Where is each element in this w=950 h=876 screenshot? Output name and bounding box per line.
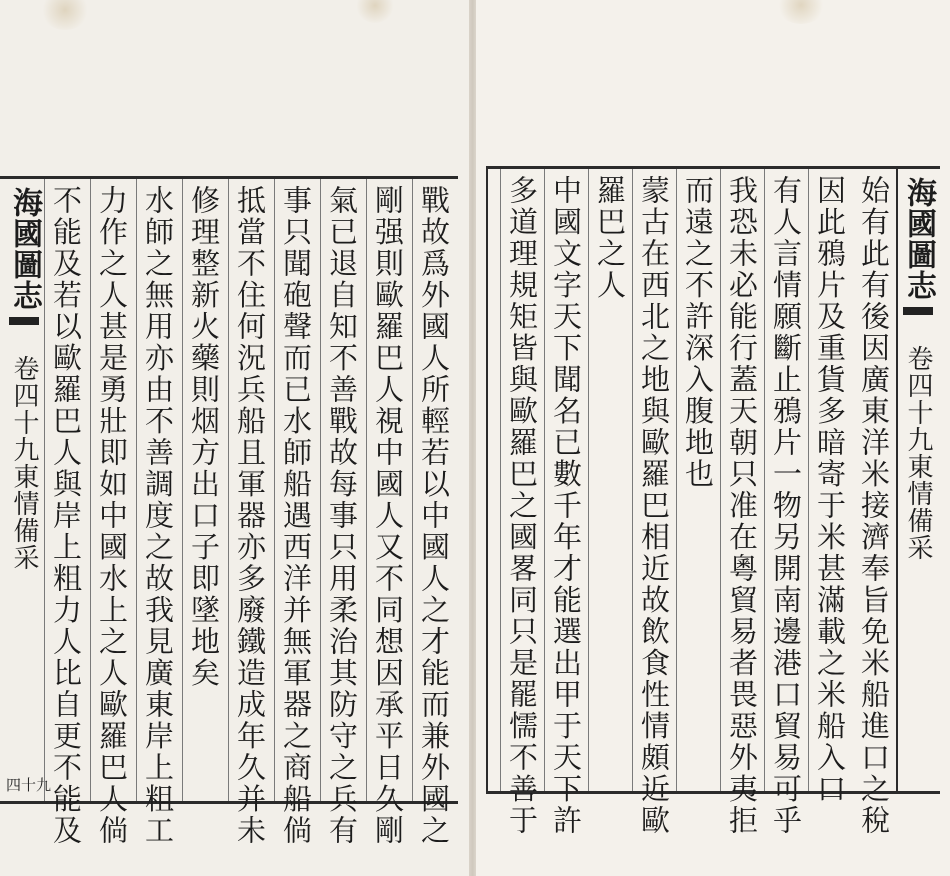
right-col-4: 我恐未必能行蓋天朝只准在粵貿易者畏惡外夷拒 — [720, 169, 764, 791]
left-text-frame — [0, 176, 458, 847]
left-page — [0, 0, 471, 876]
left-col-1: 戰故爲外國人所輕若以中國人之才能而兼外國之 — [412, 179, 456, 801]
left-margin-banxin — [2, 179, 52, 801]
left-col-9: 不能及若以歐羅巴人與岸上粗力人比自更不能及 — [44, 179, 88, 801]
left-col-2: 剛强則歐羅巴人視中國人又不同想因承平日久剛 — [366, 179, 410, 801]
left-col-5: 抵當不住何況兵船且軍器亦多廢鐵造成年久并未 — [228, 179, 272, 801]
left-col-8: 力作之人甚是勇壯即如中國水上之人歐羅巴人倘 — [90, 179, 134, 801]
fishtail-mark — [903, 307, 933, 315]
right-col-7: 羅巴之人 — [588, 169, 632, 791]
right-col-5: 而遠之不許深入腹地也 — [676, 169, 720, 791]
right-margin-juan: 卷四十九東情備采 — [903, 345, 933, 561]
right-col-1: 始有此有後因廣東洋米接濟奉旨免米船進口之稅 — [857, 175, 891, 837]
right-col-3: 有人言情願斷止鴉片一物另開南邊港口貿易可乎 — [764, 169, 808, 791]
right-col-6: 蒙古在西北之地與歐羅巴相近故飲食性情頗近歐 — [632, 169, 676, 791]
right-margin-title: 海國圖志 — [901, 177, 936, 301]
left-col-6: 修理整新火藥則烟方出口子即墜地矣 — [182, 179, 226, 801]
right-margin-banxin — [896, 169, 940, 791]
left-margin-juan: 卷四十九東情備采 — [9, 355, 39, 571]
right-col-2: 因此鴉片及重貨多暗寄于米甚滿載之米船入口 — [808, 169, 852, 791]
left-col-4: 事只聞砲聲而已水師船遇西洋并無軍器之商船倘 — [274, 179, 318, 801]
fishtail-mark — [9, 317, 39, 325]
right-col-8: 中國文字天下聞名已數千年才能選出甲于天下許 — [544, 169, 588, 791]
left-col-7: 水師之無用亦由不善調度之故我見廣東岸上粗工 — [136, 179, 180, 801]
right-page — [476, 0, 950, 876]
left-margin-title: 海國圖志 — [7, 187, 42, 311]
left-page-number: 四十九 — [6, 776, 52, 794]
left-col-3: 氣已退自知不善戰故每事只用柔治其防守之兵有 — [320, 179, 364, 801]
right-col-9: 多道理規矩皆與歐羅巴之國畧同只是罷懦不善于 — [500, 169, 544, 791]
right-text-frame — [486, 166, 940, 837]
